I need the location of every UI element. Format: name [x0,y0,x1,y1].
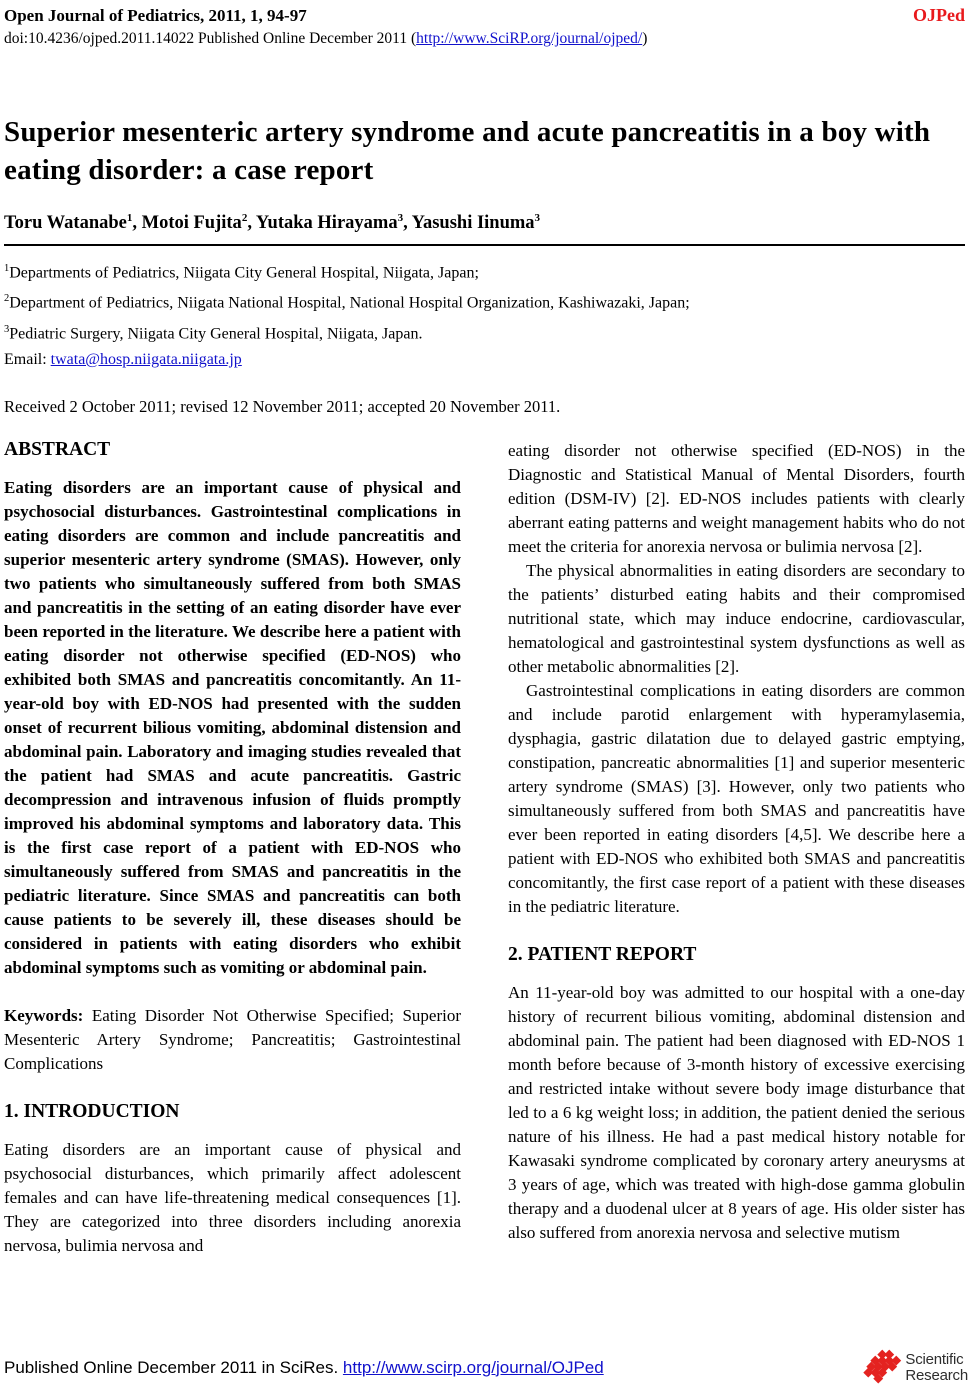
email-line [4,347,965,373]
author: Yutaka Hirayama$^3$, [255,211,412,233]
scientific-research-logo [865,1351,969,1384]
author-affil-ref: 3 [534,211,541,224]
body-paragraph: An 11-year-old boy was admitted to our hospital with a one-day history of recurrent bilious vomiting, abdominal distension and abdominal pain. The patient had been diagnosed with ED-NOS 1 month before because of 3-month history of excessive exercising and restricted intake without severe body image disturbance that led to a 6 kg weight loss; in addition, the patient denied the serious nature of his illness. He had a past medical history notable for Kawasaki syndrome complicated by coronary artery aneurysms at 3 years of age, which was treated with high-dose gamma globulin therapy and a duodenal ulcer at 8 years of age. His older sister has also suffered from anorexia nervosa and selective mutism [508,982,965,1242]
scientific-research-logo-text: Scientific Research [905,1351,968,1384]
received-line: Received 2 October 2011; revised 12 November 2011; accepted 20 November 2011. [4,396,561,416]
journal-info [4,5,647,49]
journal-url-link[interactable]: http://www.SciRP.org/journal/ojped/ [416,29,643,47]
body-paragraph: The physical abnormalities in eating disorders are secondary to the patients’ disturbed eating habits and their compromised nutritional state, which may induce endocrine, cardiovascular, hematological and gastrointestinal system dysfunctions as well as other metabolic abnormalities [2]. [508,560,965,676]
authors-line [4,212,965,234]
author: Yasushi Iinuma$^3$ [411,211,541,233]
left-column [4,439,461,1258]
article-body [4,439,965,1258]
introduction-heading: 1. INTRODUCTION [4,1100,180,1122]
author: Motoi Fujita$^2$, [141,211,256,233]
doi-line [4,29,647,49]
author: Toru Watanabe$^1$, [4,211,142,233]
page-footer [4,1351,969,1384]
right-column [508,439,965,1258]
footer-text: Published Online December 2011 in SciRes. [4,1357,343,1377]
journal-citation: Open Journal of Pediatrics, 2011, 1, 94-97 [4,6,307,25]
doi-close-paren: ) [642,29,648,47]
email-label: Email: [4,350,51,368]
affiliations-block [4,256,965,373]
body-paragraph: eating disorder not otherwise specified (ED-NOS) in the Diagnostic and Statistical Manual of Mental Disorders, fourth edition (DSM-IV) [2]. ED-NOS includes patients with clearly aberrant eating patterns and weight management habits who do not meet the criteria for anorexia nervosa or bulimia nervosa [2]. [508,440,965,556]
introduction-paragraph: Eating disorders are an important cause of physical and psychosocial disturbances, which primarily affect adolescent females and can have life-threatening medical consequences [1]. They are categorized into three disorders including anorexia nervosa, bulimia nervosa and [4,1139,461,1255]
affiliation-line: $^3$Pediatric Surgery, Niigata City General Hospital, Niigata, Japan. [4,323,423,342]
body-paragraph: Gastrointestinal complications in eating disorders are common and include parotid enlargement with hyperamylasemia, dysphagia, gastric dilatation due to delayed gastric emptying, constipation, pancreatic abnormalities [1] and superior mesenteric artery syndrome (SMAS) [3]. However, only two patients who simultaneously suffered from both SMAS and pancreatitis have ever been reported in eating disorders [4,5]. We describe here a patient with ED-NOS who exhibited both SMAS and pancreatitis concomitantly, the first case report of a patient with these diseases in the pediatric literature. [508,680,965,916]
title-divider [4,244,965,246]
footer-publish-line [4,1358,604,1378]
keywords-label: Keywords: [4,1005,84,1025]
email-link[interactable]: twata@hosp.niigata.niigata.jp [50,350,242,368]
keywords-text: Eating Disorder Not Otherwise Specified; Superior Mesenteric Artery Syndrome; Pancreatitis; Gastrointestinal Complications [4,1005,461,1073]
doi-text: doi:10.4236/ojped.2011.14022 Published Online December 2011 ( [4,29,417,47]
author-affil-ref: 2 [241,211,248,224]
affiliation-line: $^1$Departments of Pediatrics, Niigata City General Hospital, Niigata, Japan; [4,262,479,282]
author-affil-ref: 3 [397,211,404,224]
journal-brand-ojped: OJPed [913,5,965,25]
abstract-paragraph: Eating disorders are an important cause of physical and psychosocial disturbances. Gastrointestinal complications in eating disorders are common and include pancreatitis and superior mesenteric artery syndrome (SMAS). However, only two patients who simultaneously suffered from both SMAS and pancreatitis in the setting of an eating disorder have ever been reported in the literature. We describe here a patient with eating disorder not otherwise specified (ED-NOS) who exhibited both SMAS and pancreatitis concomitantly. An 11-year-old boy with ED-NOS had presented with the sudden onset of recurrent bilious vomiting, abdominal distension and abdominal pain. Laboratory and imaging studies revealed that the patient had SMAS and acute pancreatitis. Gastric decompression and intravenous infusion of fluids promptly improved his abdominal symptoms and laboratory data. This is the first case report of a patient with ED-NOS who simultaneously suffered from SMAS and pancreatitis in the pediatric literature. Since SMAS and pancreatitis can both cause patients to be severely ill, these diseases should be considered in patients with eating disorders who exhibit abdominal symptoms such as vomiting or abdominal pain. [4,477,461,977]
scirp-diamonds-icon [865,1351,902,1384]
page-header [4,5,965,49]
abstract-heading: ABSTRACT [4,438,111,460]
paper-title: Superior mesenteric artery syndrome and acute pancreatitis in a boy with eating disorder: a case report [4,115,931,187]
keywords-paragraph [4,1004,461,1076]
affiliation-line: $^2$Department of Pediatrics, Niigata National Hospital, National Hospital Organization, Kashiwazaki, Japan; [4,293,690,312]
author-affil-ref: 1 [126,211,133,224]
footer-journal-link[interactable]: http://www.scirp.org/journal/OJPed [342,1357,604,1377]
patient-report-heading: 2. PATIENT REPORT [508,943,697,965]
